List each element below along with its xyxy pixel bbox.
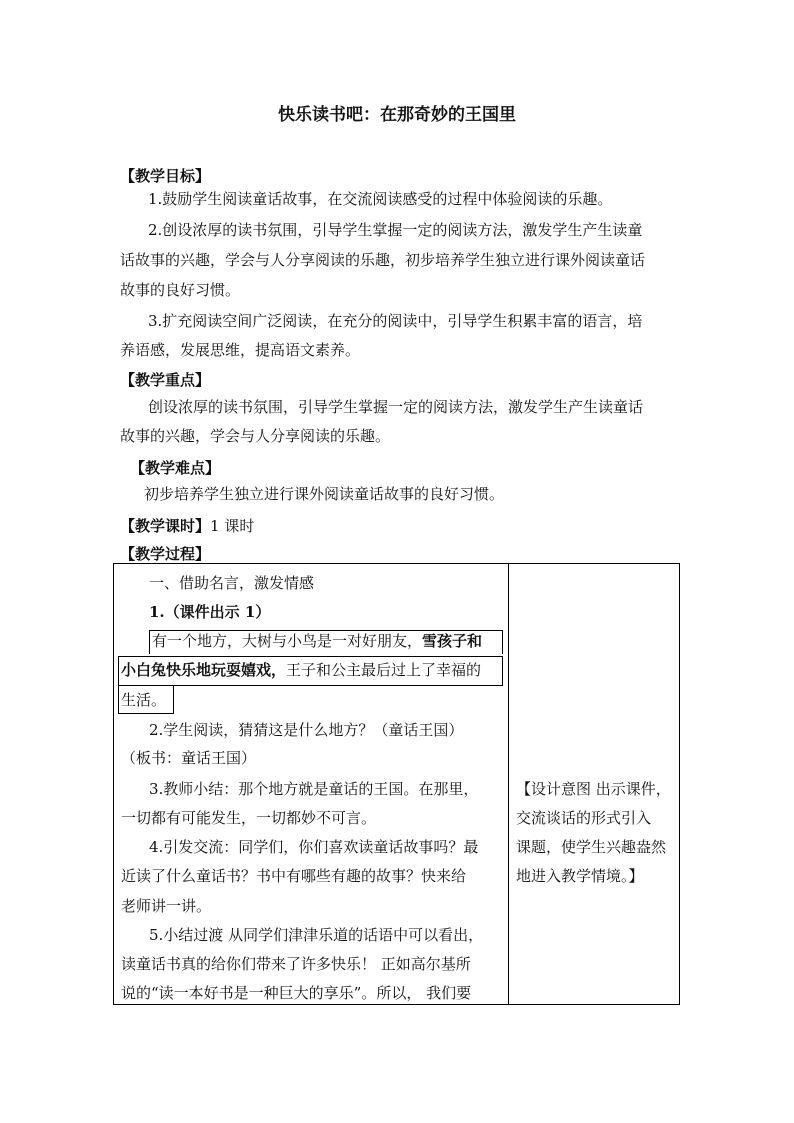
step-2-line-2: （板书：童话王国） [121,749,257,767]
quote-line-2 [121,663,481,678]
quote-bold-2: 小白兔快乐地玩耍嬉戏， [121,661,287,679]
step-5-line-3: 说的“读一本好书是一种巨大的享乐”。所以， 我们要 [121,984,472,1002]
goal-3-line-2: 养语感，发展思维，提高语文素养。 [120,341,361,359]
difficult-heading: 【教学难点】 [130,459,221,477]
hours-row [120,515,254,536]
quote-text-1: 有一个地方，大树与小鸟是一对好朋友， [152,632,423,650]
quote-text-2: 王子和公主最后过上了幸福的 [286,661,482,679]
design-note-line-1: 【设计意图 出示课件， [516,780,671,798]
goal-1: 1.鼓励学生阅读童话故事，在交流阅读感受的过程中体验阅读的乐趣。 [148,190,613,208]
step-4-line-2: 近读了什么童话书？书中有哪些有趣的故事？快来给 [121,867,467,885]
step-5-line-1: 5.小结过渡 从同学们津津乐道的话语中可以看出， [149,926,484,944]
quote-line-3: 生活。 [121,691,167,709]
design-note-line-3: 课题，使学生兴趣盎然 [516,838,667,856]
quote-line-1 [152,634,482,649]
goal-3-line-1: 3.扩充阅读空间广泛阅读，在充分的阅读中，引导学生积累丰富的语言，培 [148,312,643,330]
step-2-line-1: 2.学生阅读，猜猜这是什么地方？（童话王国） [149,721,464,739]
key-line-2: 故事的兴趣，学会与人分享阅读的乐趣。 [120,427,391,445]
step-5-line-2: 读童话书真的给你们带来了许多快乐！ 正如高尔基所 [121,955,471,973]
goals-heading: 【教学目标】 [120,167,211,185]
quote-bold-1: 雪孩子和 [422,632,483,650]
goal-2-line-3: 故事的良好习惯。 [120,281,241,299]
step-1-heading: 一、借助名言，激发情感 [149,574,315,592]
goal-2-line-1: 2.创设浓厚的读书氛围，引导学生掌握一定的阅读方法，激发学生产生读童 [148,221,643,239]
step-3-line-2: 一切都有可能发生，一切都妙不可言。 [121,809,377,827]
design-note-line-2: 交流谈话的形式引入 [516,809,652,827]
key-heading: 【教学重点】 [120,371,211,389]
step-3-line-1: 3.教师小结：那个地方就是童话的王国。在那里， [149,780,479,798]
page-title: 快乐读书吧：在那奇妙的王国里 [278,105,516,125]
goal-2-line-2: 话故事的兴趣，学会与人分享阅读的乐趣，初步培养学生独立进行课外阅读童话 [120,251,646,269]
hours-value: 1 课时 [210,517,255,535]
step-4-line-1: 4.引发交流：同学们，你们喜欢读童话故事吗？最 [149,838,479,856]
design-note-line-4: 地进入教学情境。】 [516,867,644,885]
process-heading: 【教学过程】 [120,545,211,563]
step-1-1: 1.（课件出示 1） [149,603,271,621]
key-line-1: 创设浓厚的读书氛围，引导学生掌握一定的阅读方法，激发学生产生读童话 [148,398,644,416]
difficult-line-1: 初步培养学生独立进行课外阅读童话故事的良好习惯。 [144,485,505,503]
hours-heading: 【教学课时】 [120,517,211,535]
step-4-line-3: 老师讲一讲。 [121,897,212,915]
